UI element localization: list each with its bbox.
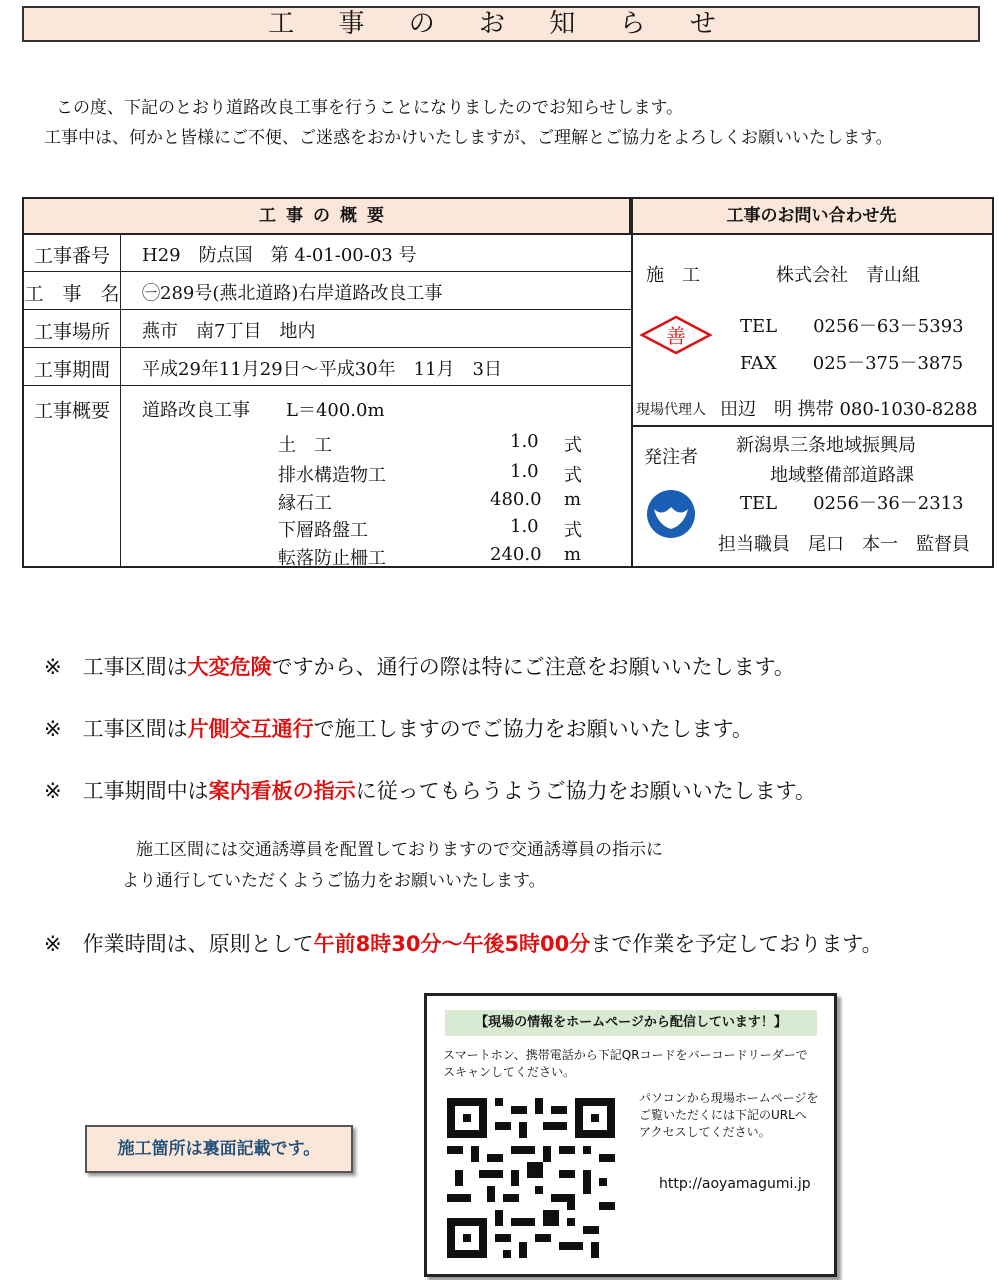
page-title: 工 事 の お 知 ら せ	[22, 6, 980, 42]
notice-text: ※ 工事区間は	[44, 655, 188, 679]
table-divider	[631, 199, 633, 566]
client-label: 発注者	[644, 447, 698, 468]
item-unit: m	[564, 489, 582, 510]
pc-instruction-2: ご覧いただくには下記のURLへ	[639, 1108, 807, 1122]
row-value-summary: 道路改良工事 L＝400.0m	[142, 400, 385, 421]
notice-emphasis: 案内看板の指示	[208, 779, 356, 803]
intro-line-2: 工事中は、何かと皆様にご不便、ご迷惑をおかけいたしますが、ご理解とご協力をよろしくお願いいたします。	[44, 128, 893, 148]
row-value-place: 燕市 南7丁目 地内	[142, 321, 316, 342]
overview-table	[22, 197, 994, 568]
row-divider	[24, 347, 631, 348]
notice-text: まで作業を予定しております。	[590, 932, 883, 956]
item-unit: 式	[564, 520, 582, 541]
notice-text: ですから、通行の際は特にご注意をお願いいたします。	[271, 655, 795, 679]
row-label-summary: 工事概要	[33, 400, 110, 422]
row-divider	[24, 385, 631, 386]
contractor-tel: TEL 0256－63－5393	[740, 316, 964, 337]
contractor-label: 施 工	[646, 265, 700, 286]
notice-text: で施工しますのでご協力をお願いいたします。	[313, 717, 753, 741]
pc-instruction-1: パソコンから現場ホームページを	[639, 1091, 819, 1105]
item-unit: m	[564, 544, 582, 565]
website-url-link[interactable]: http://aoyamagumi.jp	[659, 1176, 811, 1192]
notice-danger	[44, 651, 795, 681]
item-qty: 1.0	[510, 431, 539, 452]
row-value-name: ㊀289号(燕北道路)右岸道路改良工事	[142, 283, 443, 304]
client-staff: 担当職員 尾口 本一 監督員	[718, 534, 970, 555]
notice-emphasis: 大変危険	[187, 655, 272, 679]
client-name-1: 新潟県三条地域振興局	[736, 435, 916, 456]
item-qty: 1.0	[510, 516, 539, 537]
notice-text: ※ 作業時間は、原則として	[44, 932, 314, 956]
notice-text: に従ってもらうようご協力をお願いいたします。	[355, 779, 816, 803]
item-name: 土 工	[278, 435, 332, 456]
notice-text: ※ 工事区間は	[44, 717, 188, 741]
row-value-number: H29 防点国 第 4-01-00-03 号	[142, 245, 417, 266]
notice-emphasis: 午前8時30分～午後5時00分	[313, 932, 591, 956]
client-tel: TEL 0256－36－2313	[740, 493, 964, 514]
item-name: 転落防止柵工	[278, 548, 386, 569]
logo-text: 善	[666, 324, 686, 348]
contractor-fax: FAX 025－375－3875	[740, 353, 964, 374]
qr-instruction-1: スマートホン、携帯電話から下記QRコードをバーコードリーダーで	[443, 1048, 808, 1062]
item-name: 排水構造物工	[278, 465, 386, 486]
pc-instruction-3: アクセスしてください。	[639, 1125, 771, 1139]
notice-signboard	[44, 775, 816, 805]
row-divider	[24, 271, 631, 272]
item-qty: 480.0	[490, 489, 542, 510]
client-name-2: 地域整備部道路課	[770, 465, 914, 486]
notice-hours	[44, 928, 883, 958]
back-side-note: 施工箇所は裏面記載です。	[85, 1125, 353, 1173]
niigata-emblem-icon	[646, 489, 696, 539]
notice-text: ※ 工事期間中は	[44, 779, 209, 803]
row-label-number: 工事番号	[33, 245, 110, 267]
agent-label: 現場代理人	[636, 402, 706, 418]
qr-instruction-2: スキャンしてください。	[443, 1065, 576, 1079]
website-banner: 【現場の情報をホームページから配信しています！】	[445, 1010, 817, 1036]
guide-note-line-2: より通行していただくようご協力をお願いいたします。	[122, 871, 546, 891]
contractor-logo-icon	[640, 315, 712, 355]
guide-note-line-1: 施工区間には交通誘導員を配置しておりますので交通誘導員の指示に	[136, 840, 663, 860]
row-label-name: 工 事 名	[24, 283, 120, 305]
item-name: 下層路盤工	[278, 520, 368, 541]
notice-emphasis: 片側交互通行	[187, 717, 314, 741]
qr-code-icon[interactable]	[447, 1098, 615, 1258]
overview-header: 工事の概要	[24, 199, 631, 235]
item-unit: 式	[564, 465, 582, 486]
contact-divider	[633, 425, 992, 427]
row-label-period: 工事期間	[33, 359, 110, 381]
item-name: 縁石工	[278, 493, 332, 514]
agent-info: 田辺 明 携帯 080-1030-8288	[720, 399, 978, 420]
label-column-divider	[120, 235, 121, 566]
row-label-place: 工事場所	[33, 321, 110, 343]
contractor-name: 株式会社 青山組	[776, 265, 920, 286]
item-qty: 1.0	[510, 461, 539, 482]
contact-header: 工事のお問い合わせ先	[631, 199, 992, 235]
item-qty: 240.0	[490, 544, 542, 565]
row-value-period: 平成29年11月29日～平成30年 11月 3日	[142, 359, 502, 380]
row-divider	[24, 309, 631, 310]
website-info-box	[424, 993, 837, 1277]
intro-line-1: この度、下記のとおり道路改良工事を行うことになりましたのでお知らせします。	[56, 98, 684, 118]
item-unit: 式	[564, 435, 582, 456]
notice-alternating	[44, 713, 753, 743]
